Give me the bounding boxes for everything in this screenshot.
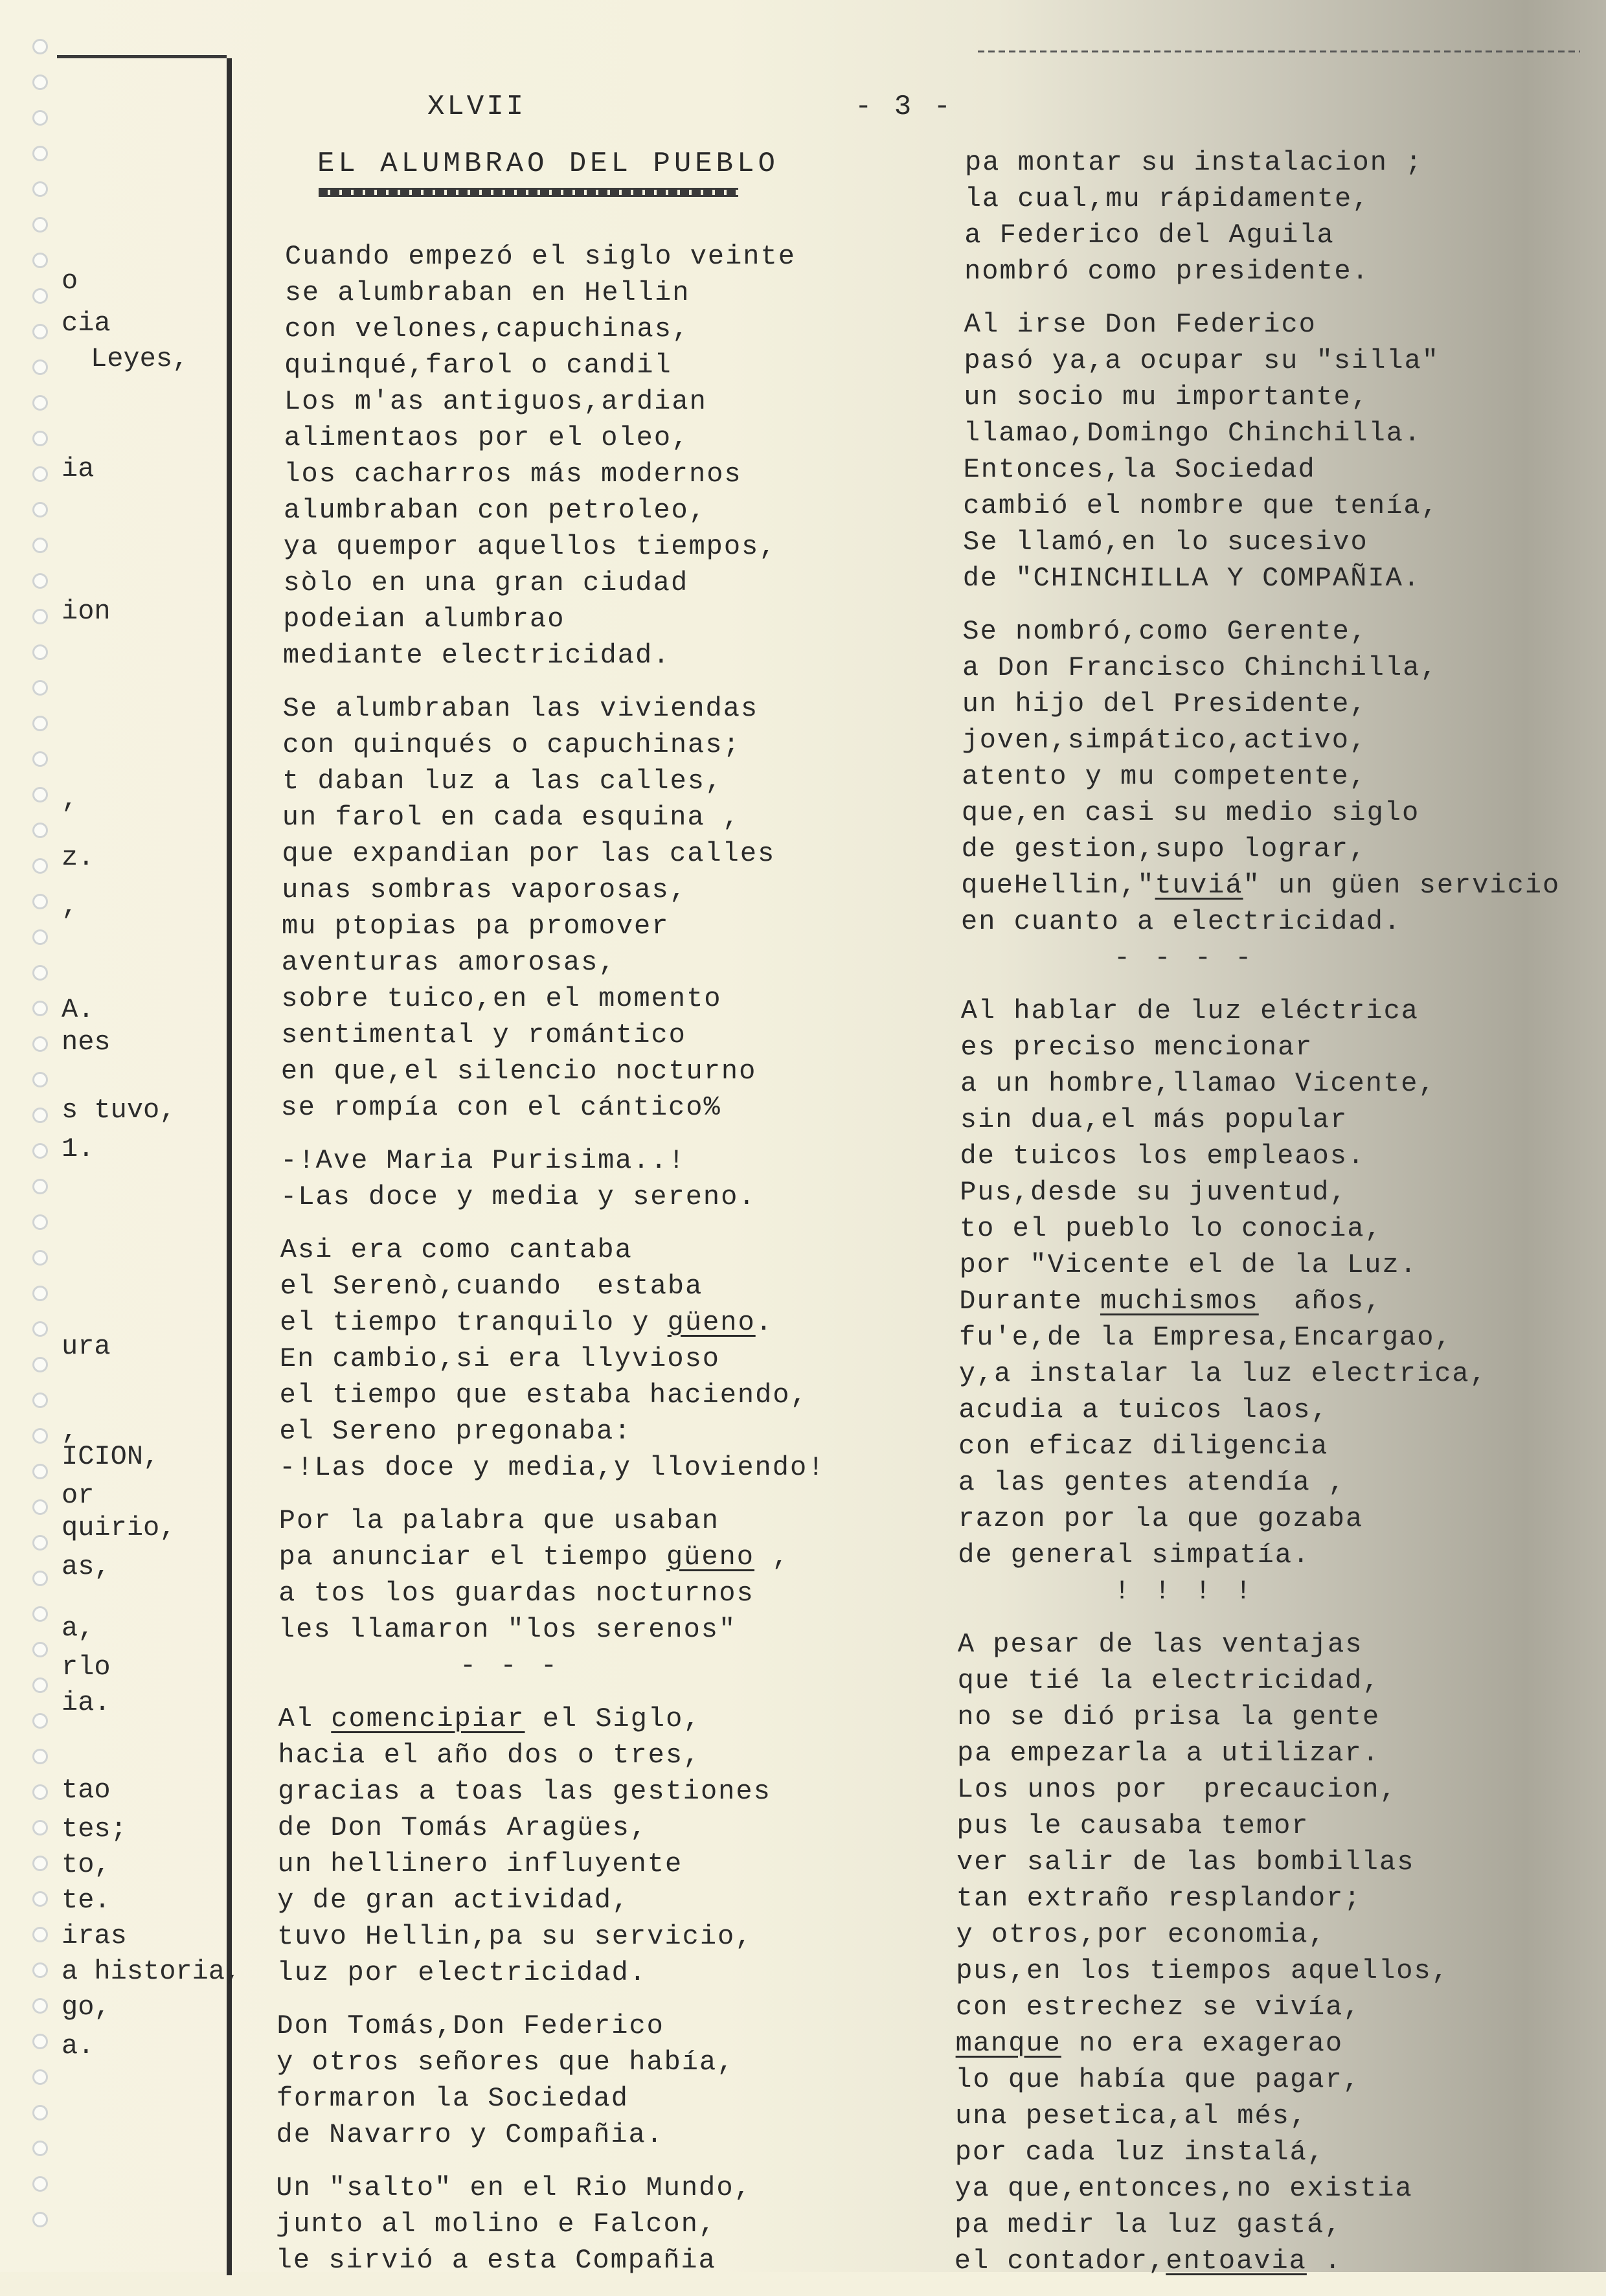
binding-hole: [32, 965, 48, 981]
stanza: [272, 1232, 1004, 1486]
verse-line: atento y mu competente,: [962, 758, 1606, 795]
underlying-text-fragment: a historia,: [62, 1956, 241, 1987]
binding-hole: [32, 1108, 48, 1123]
binding-hole: [32, 1464, 48, 1479]
verse-line: pus,en los tiempos aquellos,: [956, 1953, 1606, 1989]
verse-line: podeian alumbrao: [283, 601, 1004, 637]
stanza: [952, 1626, 1606, 2279]
spiral-binding: [28, 39, 54, 2254]
underlying-text-fragment: tes;: [62, 1813, 127, 1845]
verse-line: queHellin,"tuviá" un güen servicio: [961, 867, 1606, 904]
verse-line: el tiempo tranquilo y güeno.: [280, 1304, 1004, 1341]
verse-line: a Don Francisco Chinchilla,: [962, 650, 1606, 686]
stanza-separator: ! ! ! !: [952, 1573, 1606, 1609]
underlying-text-fragment: o: [62, 266, 78, 297]
binding-hole: [32, 1927, 48, 1942]
verse-line: tan extraño resplandor;: [956, 1880, 1606, 1916]
binding-hole: [32, 787, 48, 802]
underlying-text-fragment: ura: [62, 1331, 111, 1362]
verse-line: un farol en cada esquina ,: [282, 799, 1004, 835]
verse-line: En cambio,si era llyvioso: [280, 1341, 1004, 1377]
stanza: [952, 613, 1606, 976]
underlying-text-fragment: s tuvo,: [62, 1095, 175, 1126]
underlined-word: entoavia: [1166, 2245, 1307, 2277]
verse-line: le sirvió a esta Compañia: [276, 2242, 1004, 2279]
verse-line: y,a instalar la luz electrica,: [959, 1356, 1606, 1392]
verse-line: de gestion,supo lograr,: [962, 831, 1606, 867]
binding-hole: [32, 1713, 48, 1729]
verse-line: Cuando empezó el siglo veinte: [285, 238, 1004, 275]
binding-hole: [32, 1001, 48, 1016]
underlying-text-fragment: to,: [62, 1849, 111, 1880]
verse-line: de Don Tomás Aragües,: [278, 1810, 1004, 1846]
verse-line: en que,el silencio nocturno: [281, 1053, 1004, 1089]
underlying-text-fragment: Leyes,: [91, 343, 188, 374]
underlined-word: comencipiar: [331, 1703, 525, 1734]
verse-line: se rompía con el cántico%: [281, 1089, 1004, 1126]
binding-hole: [32, 644, 48, 660]
binding-hole: [32, 538, 48, 553]
verse-line: quinqué,farol o candil: [284, 347, 1004, 383]
verse-line: un hellinero influyente: [278, 1846, 1004, 1882]
binding-hole: [32, 1820, 48, 1836]
underlying-text-fragment: 1.: [62, 1133, 94, 1165]
title-double-underline: [319, 188, 738, 197]
verse-line: nombró como presidente.: [964, 253, 1606, 290]
verse-line: A pesar de las ventajas: [958, 1626, 1606, 1663]
underlying-text-fragment: a,: [62, 1613, 94, 1644]
stanza: [272, 2170, 1004, 2279]
verse-line: les llamaron "los serenos": [278, 1611, 1004, 1648]
verse-line: por "Vicente el de la Luz.: [960, 1247, 1606, 1283]
binding-hole: [32, 431, 48, 446]
verse-line: el contador,entoavia .: [955, 2243, 1606, 2279]
verse-line: llamao,Domingo Chinchilla.: [964, 415, 1606, 451]
binding-hole: [32, 1642, 48, 1657]
verse-line: y de gran actividad,: [277, 1882, 1004, 1918]
verse-line: Se nombró,como Gerente,: [962, 613, 1606, 650]
stanza-separator: - - - -: [952, 940, 1606, 976]
verse-line: con estrechez se vivía,: [956, 1989, 1606, 2025]
verse-line: con eficaz diligencia: [958, 1428, 1606, 1464]
verse-line: de Navarro y Compañia.: [277, 2117, 1004, 2153]
page-number: - 3 -: [855, 91, 953, 123]
verse-line: ya quempor aquellos tiempos,: [284, 529, 1004, 565]
verse-line: razon por la que gozaba: [958, 1501, 1606, 1537]
verse-line: luz por electricidad.: [277, 1955, 1004, 1991]
verse-line: y otros señores que había,: [277, 2044, 1004, 2080]
verse-line: con quinqués o capuchinas;: [282, 727, 1004, 763]
verse-line: que,en casi su medio siglo: [962, 795, 1606, 831]
verse-line: alumbraban con petroleo,: [284, 492, 1004, 529]
underlying-text-fragment: te.: [62, 1885, 111, 1916]
verse-line: Se alumbraban las viviendas: [283, 690, 1004, 727]
binding-hole: [32, 466, 48, 482]
verse-line: a un hombre,llamao Vicente,: [960, 1065, 1606, 1102]
verse-line: una pesetica,al més,: [955, 2098, 1606, 2134]
stanza: [952, 993, 1606, 1609]
verse-line: a las gentes atendía ,: [958, 1464, 1606, 1501]
binding-hole: [32, 1072, 48, 1087]
verse-line: el tiempo que estaba haciendo,: [280, 1377, 1004, 1413]
underlying-text-fragment: iras: [62, 1920, 127, 1951]
underlying-text-fragment: rlo: [62, 1652, 111, 1683]
binding-hole: [32, 1891, 48, 1907]
verse-line: pasó ya,a ocupar su "silla": [964, 343, 1606, 379]
binding-hole: [32, 1143, 48, 1159]
binding-hole: [32, 609, 48, 624]
binding-hole: [32, 1606, 48, 1622]
verse-line: formaron la Sociedad: [277, 2080, 1004, 2117]
verse-line: un socio mu importante,: [964, 379, 1606, 415]
verse-line: Durante muchismos años,: [959, 1283, 1606, 1319]
verse-line: la cual,mu rápidamente,: [965, 181, 1606, 217]
verse-line: Se llamó,en lo sucesivo: [963, 524, 1606, 560]
underlying-text-fragment: or: [62, 1480, 94, 1511]
underlying-text-fragment: nes: [62, 1027, 111, 1058]
verse-line: to el pueblo lo conocia,: [960, 1211, 1606, 1247]
binding-hole: [32, 2069, 48, 2085]
underlined-word: güeno: [666, 1541, 754, 1573]
verse-line: el Sereno pregonaba:: [279, 1413, 1004, 1449]
binding-hole: [32, 217, 48, 233]
binding-hole: [32, 929, 48, 945]
binding-hole: [32, 2105, 48, 2120]
binding-hole: [32, 680, 48, 696]
verse-line: mediante electricidad.: [283, 637, 1004, 674]
verse-line: sobre tuico,en el momento: [281, 981, 1004, 1017]
binding-hole: [32, 74, 48, 90]
binding-hole: [32, 2034, 48, 2049]
binding-hole: [32, 1998, 48, 2014]
verse-line: Al comencipiar el Siglo,: [278, 1701, 1004, 1737]
binding-hole: [32, 1392, 48, 1408]
verse-line: -!Las doce y media,y lloviendo!: [279, 1449, 1004, 1486]
binding-hole: [32, 1357, 48, 1372]
binding-hole: [32, 39, 48, 54]
underlying-text-fragment: tao: [62, 1775, 111, 1806]
verse-line: sòlo en una gran ciudad: [283, 565, 1004, 601]
verse-line: Entonces,la Sociedad: [964, 451, 1606, 488]
verse-line: los cacharros más modernos: [284, 456, 1004, 492]
verse-line: mu ptopias pa promover: [282, 908, 1004, 944]
verse-line: Los m'as antiguos,ardian: [284, 383, 1004, 420]
binding-hole: [32, 1571, 48, 1586]
verse-line: joven,simpático,activo,: [962, 722, 1606, 758]
underlying-text-fragment: ,: [62, 1415, 78, 1446]
verse-line: lo que había que pagar,: [955, 2062, 1606, 2098]
verse-line: Al irse Don Federico: [964, 306, 1606, 343]
verse-line: pa anunciar el tiempo güeno ,: [278, 1539, 1004, 1575]
verse-line: no se dió prisa la gente: [957, 1699, 1606, 1735]
underlying-text-fragment: A.: [62, 994, 94, 1025]
verse-line: a tos los guardas nocturnos: [278, 1575, 1004, 1611]
binding-hole: [32, 288, 48, 304]
verse-line: Asi era como cantaba: [280, 1232, 1004, 1268]
stanza: [272, 2008, 1004, 2153]
verse-line: t daban luz a las calles,: [282, 763, 1004, 799]
underlying-text-fragment: ia.: [62, 1687, 111, 1718]
underlying-text-fragment: go,: [62, 1992, 111, 2023]
verse-line: y otros,por economia,: [956, 1916, 1606, 1953]
stanza: [272, 238, 1004, 674]
verse-line: sin dua,el más popular: [960, 1102, 1606, 1138]
binding-hole: [32, 324, 48, 339]
binding-hole: [32, 573, 48, 589]
verse-line: -!Ave Maria Purisima..!: [280, 1142, 1004, 1179]
binding-hole: [32, 395, 48, 411]
verse-line: en cuanto a electricidad.: [961, 904, 1606, 940]
binding-hole: [32, 181, 48, 197]
verse-line: cambió el nombre que tenía,: [963, 488, 1606, 524]
stanza: [272, 690, 1004, 1126]
underlying-text-fragment: ,: [62, 784, 78, 815]
binding-hole: [32, 1286, 48, 1301]
verse-line: Pus,desde su juventud,: [960, 1174, 1606, 1211]
underlying-text-fragment: ion: [62, 596, 111, 627]
binding-hole: [32, 1321, 48, 1337]
verse-line: de general simpatía.: [958, 1537, 1606, 1573]
binding-hole: [32, 716, 48, 731]
underlying-text-fragment: quirio,: [62, 1512, 175, 1543]
underlined-word: tuviá: [1155, 870, 1243, 901]
right-text-column: [952, 144, 1606, 2296]
binding-hole: [32, 1179, 48, 1194]
binding-hole: [32, 2141, 48, 2156]
binding-hole: [32, 858, 48, 874]
binding-hole: [32, 823, 48, 838]
binding-hole: [32, 894, 48, 909]
stanza: [952, 144, 1606, 290]
verse-line: junto al molino e Falcon,: [276, 2206, 1004, 2242]
verse-line: pa empezarla a utilizar.: [957, 1735, 1606, 1771]
binding-hole: [32, 1856, 48, 1871]
verse-line: ya que,entonces,no existia: [955, 2170, 1606, 2207]
binding-hole: [32, 1036, 48, 1052]
underlying-text-fragment: ICION,: [62, 1441, 159, 1472]
verse-line: tuvo Hellin,pa su servicio,: [277, 1918, 1004, 1955]
stanza: [272, 1503, 1004, 1684]
verse-line: pus le causaba temor: [956, 1808, 1606, 1844]
verse-line: de "CHINCHILLA Y COMPAÑIA.: [963, 560, 1606, 597]
verse-line: pa medir la luz gastá,: [955, 2207, 1606, 2243]
verse-line: manque no era exagerao: [956, 2025, 1606, 2062]
underlying-text-fragment: cia: [62, 308, 111, 339]
underlined-word: güeno: [668, 1307, 756, 1338]
verse-line: aventuras amorosas,: [282, 944, 1004, 981]
verse-line: hacia el año dos o tres,: [278, 1737, 1004, 1773]
underlying-text-fragment: a.: [62, 2030, 94, 2062]
binding-hole: [32, 1499, 48, 1515]
chapter-number: XLVII: [427, 91, 526, 123]
poem-title: EL ALUMBRAO DEL PUEBLO: [317, 148, 779, 180]
underlined-word: manque: [956, 2028, 1061, 2059]
verse-line: Don Tomás,Don Federico: [277, 2008, 1004, 2044]
verse-line: -Las doce y media y sereno.: [280, 1179, 1004, 1215]
underlying-text-fragment: z.: [62, 842, 94, 873]
underlying-text-fragment: ,: [62, 891, 78, 922]
binding-hole: [32, 2212, 48, 2227]
binding-hole: [32, 1749, 48, 1764]
verse-line: que tié la electricidad,: [958, 1663, 1606, 1699]
binding-hole: [32, 1250, 48, 1266]
underlying-page-edge: [227, 58, 232, 2275]
stanza: [272, 1142, 1004, 1215]
binding-hole: [32, 1784, 48, 1800]
verse-line: Por la palabra que usaban: [279, 1503, 1004, 1539]
main-page: [233, 51, 1606, 2272]
verse-line: Los unos por precaucion,: [957, 1771, 1606, 1808]
verse-line: con velones,capuchinas,: [284, 311, 1004, 347]
stanza: [272, 1701, 1004, 1991]
verse-line: acudia a tuicos laos,: [958, 1392, 1606, 1428]
binding-hole: [32, 1428, 48, 1444]
binding-hole: [32, 502, 48, 517]
verse-line: un hijo del Presidente,: [962, 686, 1606, 722]
binding-hole: [32, 1535, 48, 1551]
binding-hole: [32, 2176, 48, 2192]
verse-line: sentimental y romántico: [281, 1017, 1004, 1053]
verse-line: ver salir de las bombillas: [956, 1844, 1606, 1880]
binding-hole: [32, 1214, 48, 1230]
verse-line: de tuicos los empleaos.: [960, 1138, 1606, 1174]
top-dashed-rule: [978, 51, 1580, 52]
verse-line: Un "salto" en el Rio Mundo,: [276, 2170, 1004, 2206]
verse-line: pa montar su instalacion ;: [965, 144, 1606, 181]
verse-line: es preciso mencionar: [960, 1029, 1606, 1065]
underlying-text-fragment: as,: [62, 1551, 111, 1582]
binding-hole: [32, 110, 48, 126]
verse-line: que expandian por las calles: [282, 835, 1004, 872]
underlying-text-fragment: ia: [62, 453, 94, 484]
verse-line: fu'e,de la Empresa,Encargao,: [959, 1319, 1606, 1356]
underlined-word: muchismos: [1100, 1286, 1259, 1317]
verse-line: a Federico del Aguila: [964, 217, 1606, 253]
binding-hole: [32, 1677, 48, 1693]
binding-hole: [32, 146, 48, 161]
binding-hole: [32, 751, 48, 767]
verse-line: gracias a toas las gestiones: [278, 1773, 1004, 1810]
verse-line: el Serenò,cuando estaba: [280, 1268, 1004, 1304]
verse-line: unas sombras vaporosas,: [282, 872, 1004, 908]
binding-hole: [32, 253, 48, 268]
binding-hole: [32, 1962, 48, 1978]
left-text-column: [272, 238, 1004, 2295]
stanza-separator: - - -: [272, 1648, 1004, 1684]
binding-hole: [32, 359, 48, 375]
verse-line: alimentaos por el oleo,: [284, 420, 1004, 456]
stanza: [952, 306, 1606, 597]
verse-line: se alumbraban en Hellin: [285, 275, 1004, 311]
verse-line: por cada luz instalá,: [955, 2134, 1606, 2170]
verse-line: Al hablar de luz eléctrica: [961, 993, 1606, 1029]
